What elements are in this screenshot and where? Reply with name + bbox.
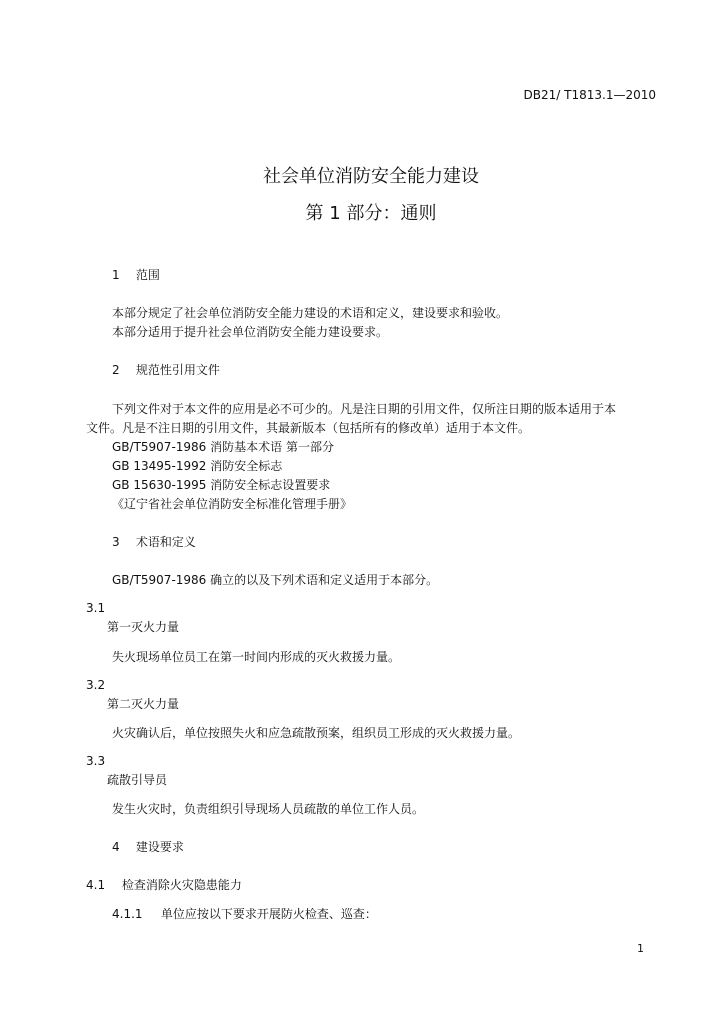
clause-text: 单位应按以下要求开展防火检查、巡查：: [160, 907, 377, 921]
reference-item: 《辽宁省社会单位消防安全标准化管理手册》: [112, 497, 353, 511]
section-2-heading: [112, 361, 220, 379]
section-title: 范围: [135, 268, 160, 282]
clause-number: 3.3: [86, 754, 106, 768]
section-2-paragraph-line-1: 下列文件对于本文件的应用是必不可少的。凡是注日期的引用文件，仅所注日期的版本适用于本: [112, 402, 617, 416]
section-title: 规范性引用文件: [135, 363, 220, 377]
reference-item: GB 13495-1992 消防安全标志: [112, 459, 283, 473]
section-number: 4: [112, 840, 120, 854]
term-definition: 发生火灾时，负责组织引导现场人员疏散的单位工作人员。: [112, 802, 425, 816]
term-name: 第一灭火力量: [107, 620, 180, 634]
section-2-paragraph-line-2: 文件。凡是不注日期的引用文件，其最新版本（包括所有的修改单）适用于本文件。: [86, 421, 531, 435]
term-definition: 失火现场单位员工在第一时间内形成的灭火救援力量。: [112, 650, 401, 664]
section-3-intro: GB/T5907-1986 确立的以及下列术语和定义适用于本部分。: [112, 573, 439, 587]
reference-item: GB/T5907-1986 消防基本术语 第一部分: [112, 440, 334, 454]
section-number: 3: [112, 535, 120, 549]
term-definition: 火灾确认后，单位按照失火和应急疏散预案，组织员工形成的灭火救援力量。: [112, 726, 521, 740]
section-1-paragraph-1: 本部分规定了社会单位消防安全能力建设的术语和定义，建设要求和验收。: [112, 306, 509, 320]
clause-number: 3.1: [86, 601, 106, 615]
page-number: 1: [637, 942, 644, 955]
subsection-number: 4.1: [86, 878, 106, 892]
section-number: 1: [112, 268, 120, 282]
section-title: 术语和定义: [135, 535, 196, 549]
section-title: 建设要求: [135, 840, 184, 854]
section-1-heading: [112, 266, 160, 284]
clause-number: 3.2: [86, 678, 106, 692]
section-4-heading: [112, 838, 184, 856]
doc-subtitle: 第 1 部分：通则: [305, 203, 437, 224]
term-name: 疏散引导员: [107, 773, 168, 787]
term-name: 第二灭火力量: [107, 697, 180, 711]
subsection-4-1-heading: [86, 876, 242, 894]
subsection-title: 检查消除火灾隐患能力: [121, 878, 242, 892]
clause-number: 4.1.1: [112, 907, 143, 921]
doc-title: 社会单位消防安全能力建设: [263, 166, 479, 187]
reference-item: GB 15630-1995 消防安全标志设置要求: [112, 478, 331, 492]
section-3-heading: [112, 533, 196, 551]
clause-4-1-1: [112, 905, 377, 923]
section-1-paragraph-2: 本部分适用于提升社会单位消防安全能力建设要求。: [112, 325, 389, 339]
section-number: 2: [112, 363, 120, 377]
doc-number: DB21/ T1813.1—2010: [523, 88, 656, 102]
